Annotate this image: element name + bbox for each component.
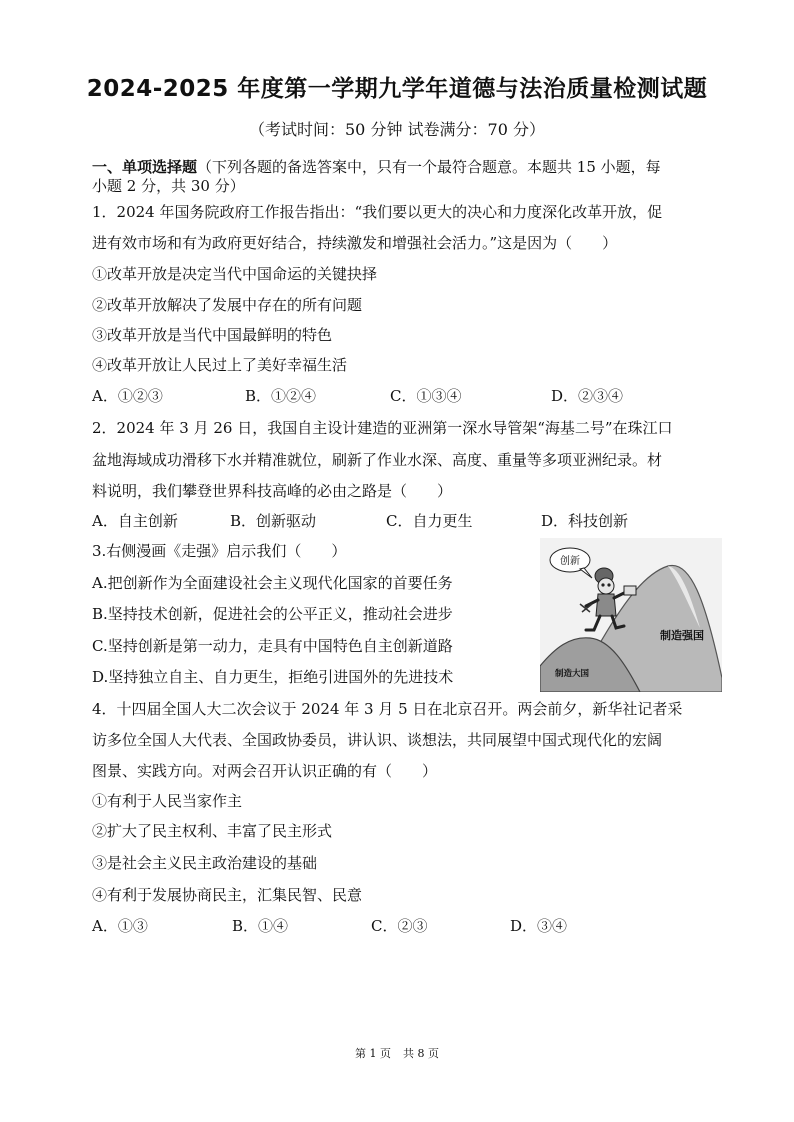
- q1-option-a: A．①②③: [92, 387, 163, 405]
- section-heading: [92, 157, 661, 177]
- exam-subtitle: （考试时间：50 分钟 试卷满分：70 分）: [249, 120, 545, 139]
- page-total: 共 8 页: [403, 1047, 439, 1060]
- q3-option-c: C.坚持创新是第一动力，走具有中国特色自主创新道路: [92, 637, 453, 655]
- section-desc-cont: 小题 2 分，共 30 分）: [92, 177, 245, 195]
- q1-option-c: C．①③④: [390, 387, 462, 405]
- q4-item-1: ①有利于人民当家作主: [92, 792, 243, 810]
- q2-option-d: D．科技创新: [541, 512, 629, 530]
- q1-option-d: D．②③④: [551, 387, 624, 405]
- q1-stem-line1: 1．2024 年国务院政府工作报告指出：“我们要以更大的决心和力度深化改革开放，促: [92, 203, 663, 221]
- q4-item-2: ②扩大了民主权利、丰富了民主形式: [92, 822, 333, 840]
- q1-stem-line2: 进有效市场和有为政府更好结合，持续激发和增强社会活力。”这是因为（ ）: [92, 234, 618, 252]
- bubble-text: 创新: [560, 556, 580, 567]
- base-label: 制造大国: [554, 669, 590, 679]
- q2-option-c: C．自力更生: [386, 512, 473, 530]
- q1-item-2: ②改革开放解决了发展中存在的所有问题: [92, 296, 363, 314]
- q1-item-1: ①改革开放是决定当代中国命运的关键抉择: [92, 265, 378, 283]
- page-footer: [0, 1045, 794, 1061]
- q1-item-4: ④改革开放让人民过上了美好幸福生活: [92, 356, 348, 374]
- q3-option-d: D.坚持独立自主、自力更生，拒绝引进国外的先进技术: [92, 668, 454, 686]
- q4-item-4: ④有利于发展协商民主，汇集民智、民意: [92, 886, 363, 904]
- q2-option-a: A．自主创新: [92, 512, 178, 530]
- q3-option-b: B.坚持技术创新，促进社会的公平正义，推动社会进步: [92, 605, 453, 623]
- q1-option-b: B．①②④: [245, 387, 317, 405]
- peak-label: 制造强国: [660, 629, 704, 642]
- section-title: 一、单项选择题: [92, 158, 198, 176]
- q2-stem-line1: 2．2024 年 3 月 26 日，我国自主设计建造的亚洲第一深水导管架“海基二号”在珠江口: [92, 419, 673, 437]
- q2-option-b: B．创新驱动: [230, 512, 317, 530]
- q2-stem-line2: 盆地海域成功滑移下水并精准就位，刷新了作业水深、高度、重量等多项亚洲纪录。材: [92, 451, 663, 469]
- exam-title: 2024-2025 年度第一学期九学年道德与法治质量检测试题: [86, 76, 708, 102]
- q2-stem-line3: 料说明，我们攀登世界科技高峰的必由之路是（ ）: [92, 482, 453, 500]
- section-desc: （下列各题的备选答案中，只有一个最符合题意。本题共 15 小题，每: [197, 158, 661, 176]
- q4-option-c: C．②③: [371, 917, 428, 935]
- q4-option-d: D．③④: [510, 917, 568, 935]
- q4-option-b: B．①④: [232, 917, 289, 935]
- q3-option-a: A.把创新作为全面建设社会主义现代化国家的首要任务: [92, 574, 453, 592]
- page-number: 第 1 页: [355, 1047, 391, 1060]
- q3-stem: 3.右侧漫画《走强》启示我们（ ）: [92, 542, 347, 560]
- q4-item-3: ③是社会主义民主政治建设的基础: [92, 854, 318, 872]
- q4-stem-line2: 访多位全国人大代表、全国政协委员，讲认识、谈想法，共同展望中国式现代化的宏阔: [92, 731, 663, 749]
- q4-option-a: A．①③: [92, 917, 148, 935]
- cartoon-illustration: [540, 538, 722, 692]
- q4-stem-line3: 图景、实践方向。对两会召开认识正确的有（ ）: [92, 762, 438, 780]
- q1-item-3: ③改革开放是当代中国最鲜明的特色: [92, 326, 333, 344]
- q4-stem-line1: 4．十四届全国人大二次会议于 2024 年 3 月 5 日在北京召开。两会前夕，新华社记者采: [92, 700, 683, 718]
